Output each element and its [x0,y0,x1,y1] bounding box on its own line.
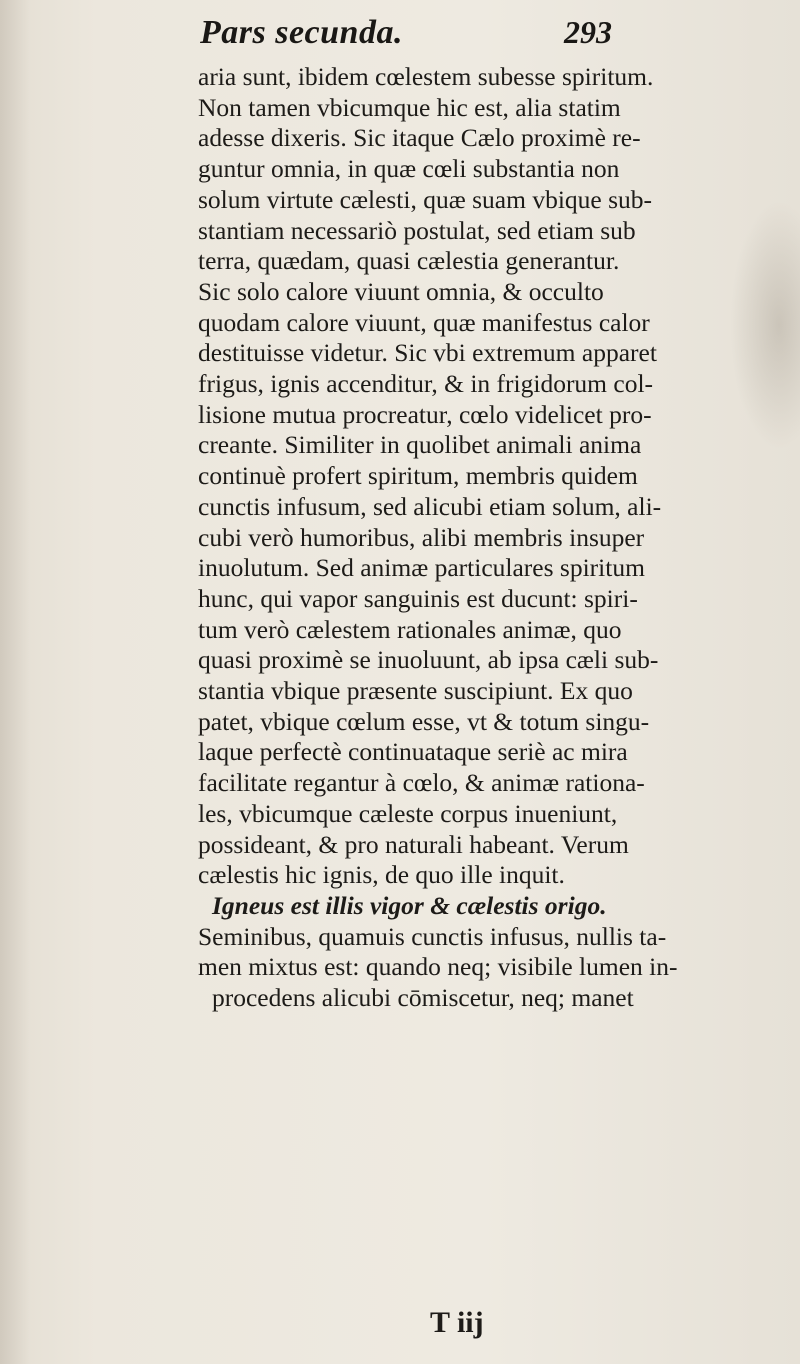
page-header [170,12,630,62]
text-line: Seminibus, quamuis cunctis infusus, nullis ta- [198,921,667,951]
text-line: continuè profert spiritum, membris quidem [198,461,638,491]
body-text [198,62,678,1014]
text-line: procedens alicubi cōmiscetur, neq; manet [212,983,634,1013]
text-line: destituisse videtur. Sic vbi extremum apparet [198,338,657,368]
text-line: patet, vbique cœlum esse, vt & totum singu- [198,706,650,736]
text-line: cunctis infusum, sed alicubi etiam solum, ali- [198,491,662,521]
text-line: possideant, & pro naturali habeant. Verum [198,829,629,859]
text-line: les, vbicumque cæleste corpus inueniunt, [198,798,618,828]
text-line: hunc, qui vapor sanguinis est ducunt: spiri- [198,583,638,613]
text-line: quodam calore viuunt, quæ manifestus calor [198,307,650,337]
verse-quote: Igneus est illis vigor & cælestis origo. [212,890,607,920]
text-line: inuolutum. Sed animæ particulares spiritum [198,553,645,583]
signature-mark: T iij [430,1306,484,1339]
page-number: 293 [564,14,612,50]
text-line: adesse dixeris. Sic itaque Cælo proximè re- [198,123,641,153]
text-line: Non tamen vbicumque hic est, alia statim [198,92,621,122]
text-line: Sic solo calore viuunt omnia, & occulto [198,276,604,306]
text-line: laque perfectè continuataque seriè ac mira [198,737,628,767]
running-title: Pars secunda. [200,14,403,51]
text-line: solum virtute cælesti, quæ suam vbique sub- [198,184,653,214]
text-line: men mixtus est: quando neq; visibile lumen in- [198,952,678,982]
binding-shadow [0,0,30,1364]
text-line: quasi proximè se inuoluunt, ab ipsa cæli sub- [198,645,659,675]
text-line: lisione mutua procreatur, cœlo videlicet pro- [198,399,652,429]
text-line: tum verò cælestem rationales animæ, quo [198,614,622,644]
margin-stain [730,200,800,450]
text-line: stantia vbique præsente suscipiunt. Ex quo [198,676,633,706]
text-line: aria sunt, ibidem cœlestem subesse spiritum. [198,62,654,91]
text-line: cælestis hic ignis, de quo ille inquit. [198,860,565,890]
text-line: stantiam necessariò postulat, sed etiam sub [198,215,636,245]
text-line: guntur omnia, in quæ cœli substantia non [198,154,620,184]
text-line: terra, quædam, quasi cælestia generantur. [198,246,620,276]
text-line: frigus, ignis accenditur, & in frigidorum col- [198,369,654,399]
text-line: creante. Similiter in quolibet animali anima [198,430,642,460]
text-line: cubi verò humoribus, alibi membris insuper [198,522,645,552]
text-line: facilitate regantur à cœlo, & animæ rationa- [198,768,645,798]
